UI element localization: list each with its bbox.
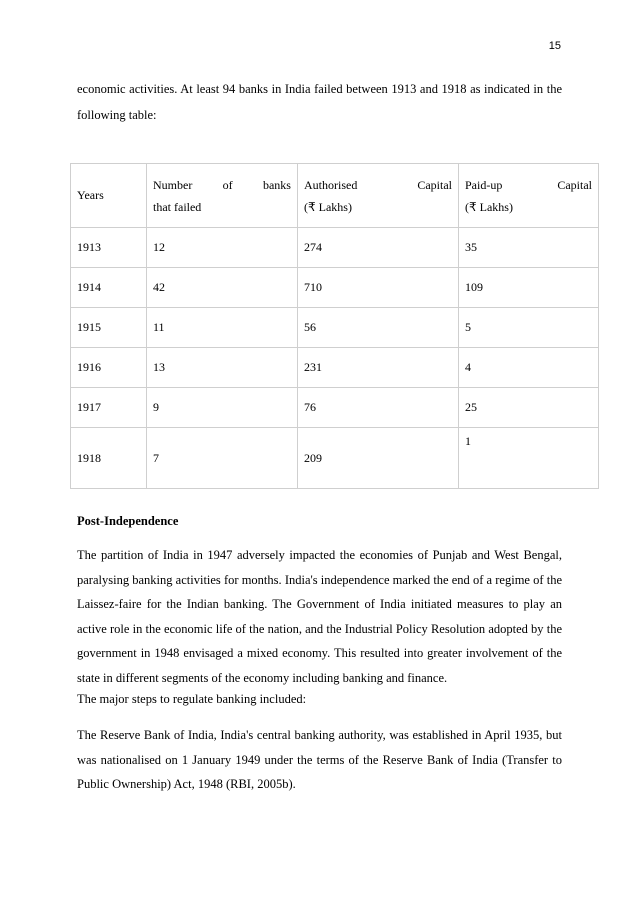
table-row <box>71 268 599 308</box>
cell-year: 1914 <box>71 268 147 308</box>
table-row <box>71 428 599 489</box>
cell-paidup-capital: 109 <box>459 268 599 308</box>
cell-paidup-capital: 1 <box>459 428 599 489</box>
header-paidup-capital <box>459 164 599 228</box>
header-authorised-capital <box>298 164 459 228</box>
table-row <box>71 228 599 268</box>
paragraph-partition: The partition of India in 1947 adversely impacted the economies of Punjab and West Bengal, paralysing banking activities for months. India's independence marked the end of a regime of the Laissez-faire for the Indian banking. The Government of India initiated measures to play an active role in the economic life of the nation, and the Industrial Policy Resolution adopted by the government in 1948 envisaged a mixed economy. This resulted into greater involvement of the state in different segments of the economy including banking and finance. <box>77 548 562 685</box>
cell-authorised-capital: 56 <box>298 308 459 348</box>
cell-year: 1916 <box>71 348 147 388</box>
cell-banks-failed: 9 <box>147 388 298 428</box>
cell-year: 1918 <box>71 428 147 489</box>
bank-failures-table <box>70 163 599 489</box>
cell-paidup-capital: 5 <box>459 308 599 348</box>
cell-banks-failed: 12 <box>147 228 298 268</box>
cell-year: 1917 <box>71 388 147 428</box>
header-authorised-word2: Capital <box>417 177 452 192</box>
cell-authorised-capital: 231 <box>298 348 459 388</box>
table-header-row <box>71 164 599 228</box>
header-paidup-word1: Paid-up <box>465 177 503 192</box>
table-row <box>71 348 599 388</box>
header-banks-failed <box>147 164 298 228</box>
paragraph-major-steps: The major steps to regulate banking included: <box>77 692 307 706</box>
cell-authorised-capital: 710 <box>298 268 459 308</box>
cell-authorised-capital: 76 <box>298 388 459 428</box>
header-banks-failed-word1: Number <box>153 177 193 192</box>
header-authorised-word1: Authorised <box>304 177 358 192</box>
header-paidup-word2: Capital <box>557 177 592 192</box>
cell-banks-failed: 42 <box>147 268 298 308</box>
header-years-label: Years <box>77 188 104 202</box>
cell-authorised-capital: 209 <box>298 428 459 489</box>
page-number: 15 <box>548 40 561 52</box>
cell-banks-failed: 7 <box>147 428 298 489</box>
cell-banks-failed: 13 <box>147 348 298 388</box>
header-years <box>71 164 147 228</box>
intro-paragraph: economic activities. At least 94 banks in India failed between 1913 and 1918 as indicated in the following table: <box>77 82 562 122</box>
header-authorised-unit: (₹ Lakhs) <box>304 199 352 214</box>
cell-paidup-capital: 35 <box>459 228 599 268</box>
cell-paidup-capital: 25 <box>459 388 599 428</box>
cell-paidup-capital: 4 <box>459 348 599 388</box>
cell-authorised-capital: 274 <box>298 228 459 268</box>
header-banks-failed-word3: banks <box>262 177 291 192</box>
table-row <box>71 388 599 428</box>
header-paidup-unit: (₹ Lakhs) <box>465 199 513 214</box>
cell-banks-failed: 11 <box>147 308 298 348</box>
paragraph-reserve-bank: The Reserve Bank of India, India's central banking authority, was established in April 1935, but was nationalised on 1 January 1949 under the terms of the Reserve Bank of India (Transfer to Public Ownership) Act, 1948 (RBI, 2005b). <box>77 728 562 792</box>
section-heading: Post-Independence <box>77 514 179 528</box>
table-row <box>71 308 599 348</box>
cell-year: 1913 <box>71 228 147 268</box>
header-banks-failed-line2: that failed <box>153 199 202 214</box>
header-banks-failed-word2: of <box>222 177 233 192</box>
cell-year: 1915 <box>71 308 147 348</box>
